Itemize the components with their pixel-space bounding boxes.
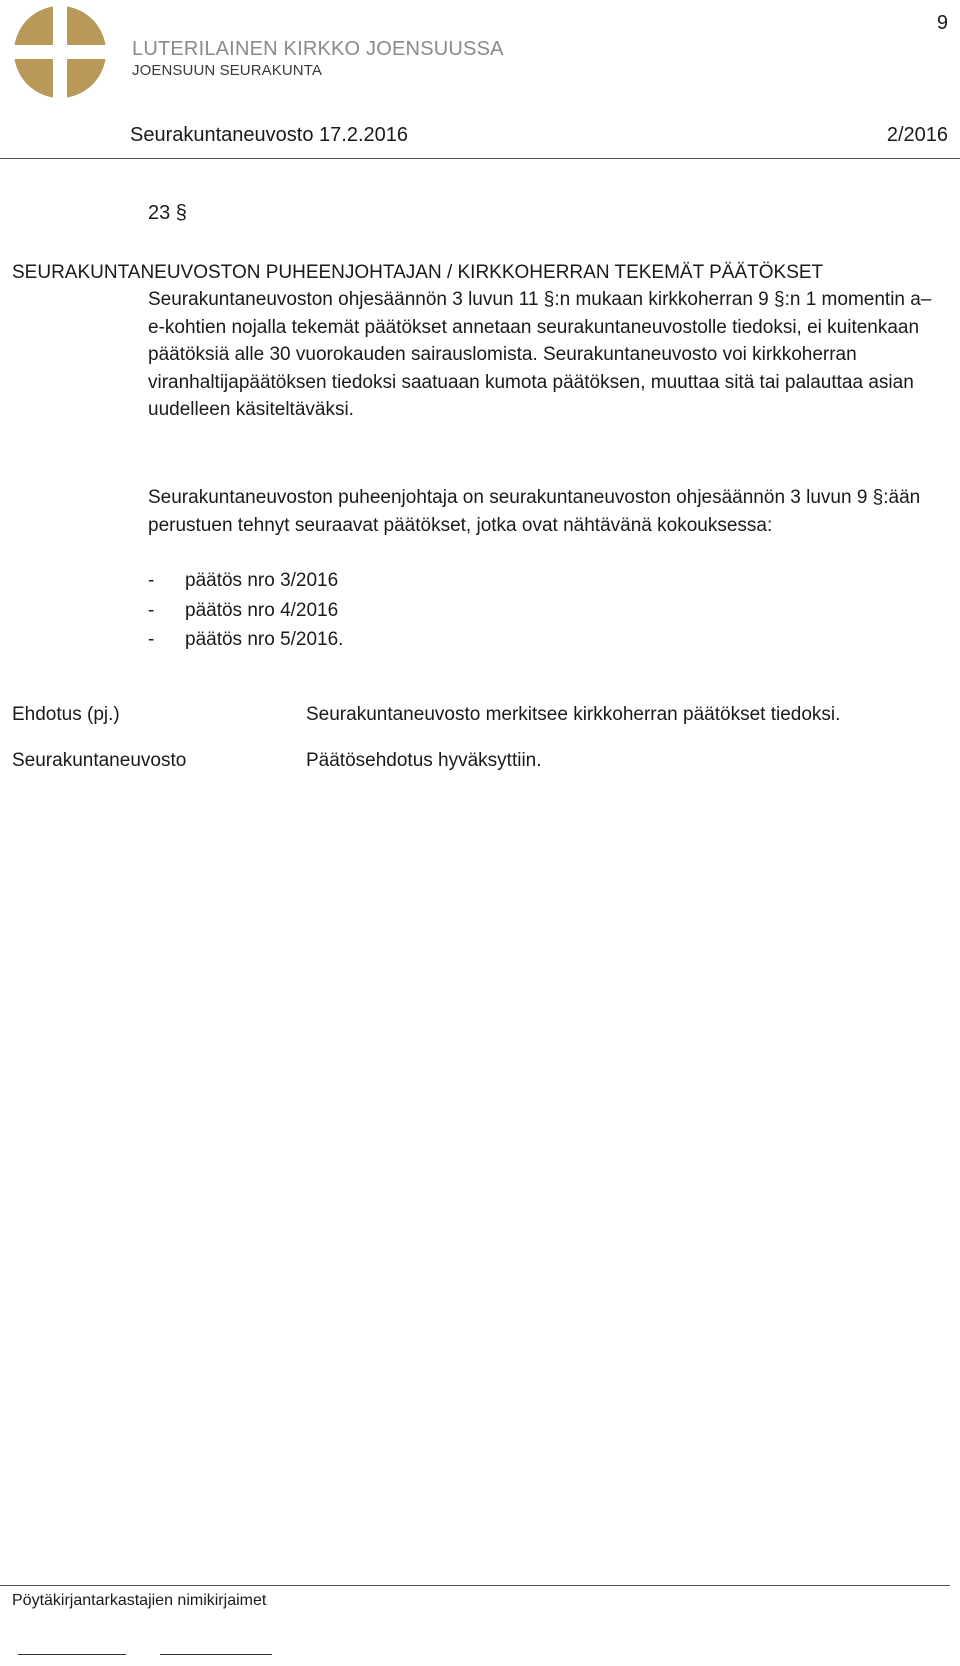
list-dash: - [148,570,155,591]
decision-text: päätös nro 5/2016. [185,629,344,650]
list-dash: - [148,629,155,650]
section-number: 23 § [148,202,187,224]
paragraph-decisions-intro: Seurakuntaneuvoston puheenjohtaja on seurakuntaneuvoston ohjesäännön 3 luvun 9 §:ään perustuen tehnyt seuraavat päätökset, jotka ovat nähtävänä kokouksessa: [148,487,921,536]
paragraph-rules: Seurakuntaneuvoston ohjesäännön 3 luvun 11 §:n mukaan kirkkoherran 9 §:n 1 momentin a–e-kohtien nojalla tekemät päätökset annetaan seurakuntaneuvostolle tiedoksi, ei kuitenkaan päätöksiä alle 30 vuorokauden sairauslomista. Seurakuntaneuvosto voi kirkkoherran viranhaltijapäätöksen tiedoksi saatuaan kumota päätöksen, muuttaa sitä tai palauttaa asian uudelleen käsiteltäväksi. [148,289,932,420]
organization-name: LUTERILAINEN KIRKKO JOENSUUSSA [132,38,504,60]
issue-number: 2/2016 [886,124,948,146]
decision-text: päätös nro 4/2016 [185,599,339,621]
decision-label: Seurakuntaneuvosto [12,750,187,771]
decision-result-text: Päätösehdotus hyväksyttiin. [306,750,542,771]
proposal-text: Seurakuntaneuvosto merkitsee kirkkoherran päätökset tiedoksi. [306,704,841,725]
list-item [148,566,343,596]
initials-label: Pöytäkirjantarkastajien nimikirjaimet [12,1592,267,1609]
page-number: 9 [936,12,948,34]
meeting-title: Seurakuntaneuvosto 17.2.2016 [130,124,408,146]
list-item [148,625,343,655]
section-title: SEURAKUNTANEUVOSTON PUHEENJOHTAJAN / KIRKKOHERRAN TEKEMÄT PÄÄTÖKSET [12,262,824,283]
decision-list [148,566,343,655]
church-cross-logo [14,6,106,98]
proposal-label: Ehdotus (pj.) [12,704,120,725]
initials-line-1 [18,1654,126,1655]
footer-divider [0,1585,950,1586]
initials-line-2 [160,1654,272,1655]
list-item [148,596,343,626]
header-divider [0,158,960,159]
list-dash: - [148,599,155,621]
decision-text: päätös nro 3/2016 [185,570,339,591]
parish-name: JOENSUUN SEURAKUNTA [132,62,322,79]
